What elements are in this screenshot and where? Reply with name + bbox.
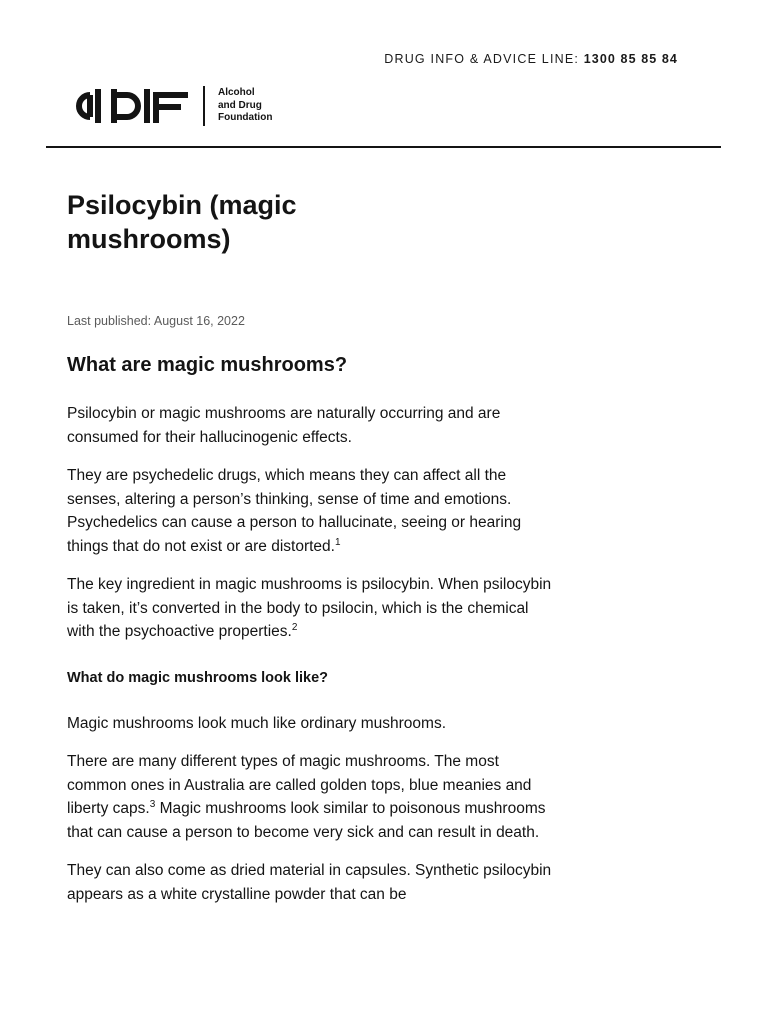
paragraph-3 <box>67 573 557 644</box>
paragraph-2 <box>67 464 557 558</box>
paragraph-5-text-b: Magic mushrooms look similar to poisonous mushrooms that can cause a person to become very sick and can result in death. <box>67 800 546 841</box>
subheading-look-like: What do magic mushrooms look like? <box>67 669 329 686</box>
adf-wordmark-icon <box>67 86 189 126</box>
reference-1-link[interactable]: 1 <box>334 536 341 548</box>
page-title: Psilocybin (magic mushrooms) <box>67 190 297 254</box>
org-name-line2: and Drug <box>218 99 262 111</box>
helpline <box>384 52 678 66</box>
section-heading-what-are: What are magic mushrooms? <box>67 354 348 376</box>
org-name <box>218 87 272 125</box>
reference-2-link[interactable]: 2 <box>291 621 298 633</box>
paragraph-3-text: The key ingredient in magic mushrooms is psilocybin. When psilocybin is taken, it’s converted in the body to psilocin, which is the chemical with the psychoactive properties. <box>67 576 552 640</box>
article <box>67 188 557 906</box>
paragraph-1: Psilocybin or magic mushrooms are naturally occurring and are consumed for their hallucinogenic effects. <box>67 405 501 446</box>
org-name-line1: Alcohol <box>218 87 255 99</box>
published-date: Last published: August 16, 2022 <box>67 314 245 328</box>
paragraph-5 <box>67 750 557 844</box>
helpline-label: DRUG INFO & ADVICE LINE: <box>384 52 580 66</box>
header-rule <box>46 146 721 148</box>
paragraph-2-text: They are psychedelic drugs, which means they can affect all the senses, altering a person’s thinking, sense of time and emotions. Psychedelics can cause a person to hallucinate, seeing or hearing things that do not exist or are distorted. <box>67 467 522 555</box>
adf-logo[interactable] <box>67 86 272 126</box>
reference-3-link[interactable]: 3 <box>149 798 156 810</box>
logo-divider <box>203 86 205 126</box>
paragraph-5-text-a: There are many different types of magic mushrooms. The most common ones in Australia are called golden tops, blue meanies and liberty caps. <box>67 753 532 817</box>
paragraph-4: Magic mushrooms look much like ordinary mushrooms. <box>67 714 447 732</box>
helpline-number[interactable]: 1300 85 85 84 <box>583 52 678 66</box>
paragraph-6: They can also come as dried material in capsules. Synthetic psilocybin appears as a white crystalline powder that can be <box>67 862 552 903</box>
org-name-line3: Foundation <box>218 112 273 124</box>
